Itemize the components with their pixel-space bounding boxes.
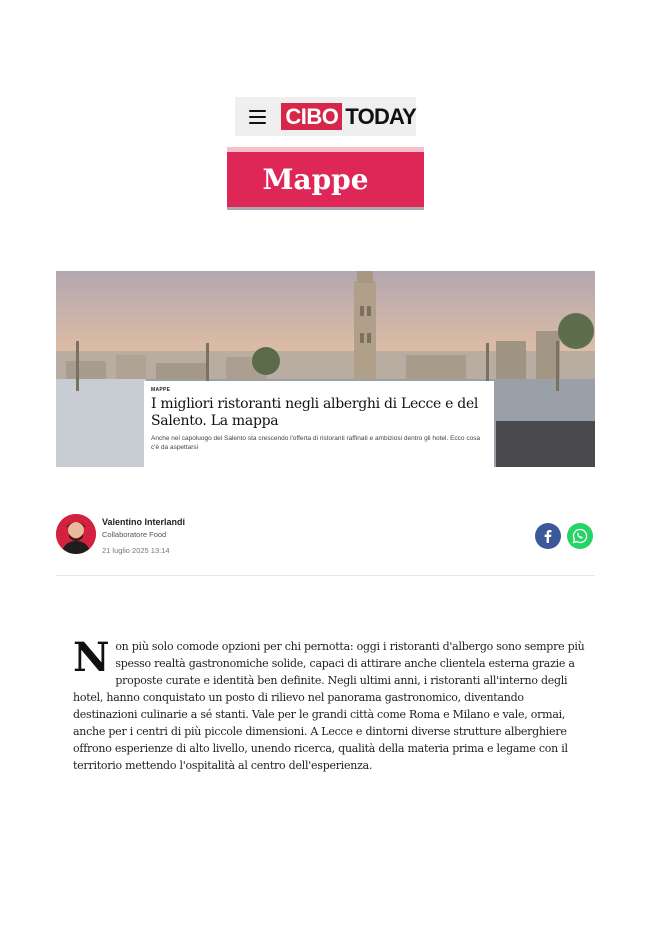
author-bar [56, 511, 595, 576]
site-logo[interactable] [281, 103, 416, 130]
section-label: Mappe [262, 163, 369, 196]
article-subtitle: Anche nel capoluogo del Salento sta crescendo l'offerta di ristoranti raffinati e ambiziosi dentro gli hotel. Ecco cosa c'è da aspettarsi [151, 435, 481, 451]
author-role: Collaboratore Food [102, 530, 167, 539]
article-title[interactable]: I migliori ristoranti negli alberghi di Lecce e del Salento. La mappa [151, 396, 479, 429]
publish-date: 21 luglio 2025 13:14 [102, 546, 170, 555]
site-header [235, 97, 416, 136]
whatsapp-share-button[interactable] [567, 523, 593, 549]
hero-category-tag[interactable]: MAPPE [151, 387, 171, 393]
article-body [73, 634, 589, 774]
hero-image[interactable] [56, 271, 595, 467]
whatsapp-icon [572, 528, 588, 544]
article-dropcap: N [73, 634, 110, 681]
article-paragraph: on più solo comode opzioni per chi pernotta: oggi i ristoranti d'albergo sono sempre più spesso realtà gastronomiche solide, capaci di attirare anche clientela esterna grazie a proposte curate e identità ben definite. Negli ultimi anni, i ristoranti all'interno degli hotel, hanno conquistato un posto di rilievo nel panorama gastronomico, diventando destinazioni culinarie a sé stanti. Vale per le grandi città come Roma e Milano e vale, ormai, anche per i centri di più piccole dimensioni. A Lecce e dintorni diverse strutture alberghiere offrono esperienze di alto livello, unendo ricerca, qualità della materia prima e legame con il territorio mettendo l'ospitalità al centro dell'esperienza. [73, 640, 585, 772]
author-name[interactable]: Valentino Interlandi [102, 517, 186, 527]
facebook-icon [541, 529, 555, 543]
facebook-share-button[interactable] [535, 523, 561, 549]
author-avatar[interactable] [56, 514, 96, 554]
avatar-icon [56, 514, 96, 554]
logo-cibo: CIBO [281, 103, 342, 130]
hero-headline-card[interactable] [144, 381, 494, 467]
hamburger-menu-icon[interactable] [249, 110, 266, 124]
section-banner[interactable] [227, 147, 424, 210]
logo-today: TODAY [345, 104, 416, 129]
